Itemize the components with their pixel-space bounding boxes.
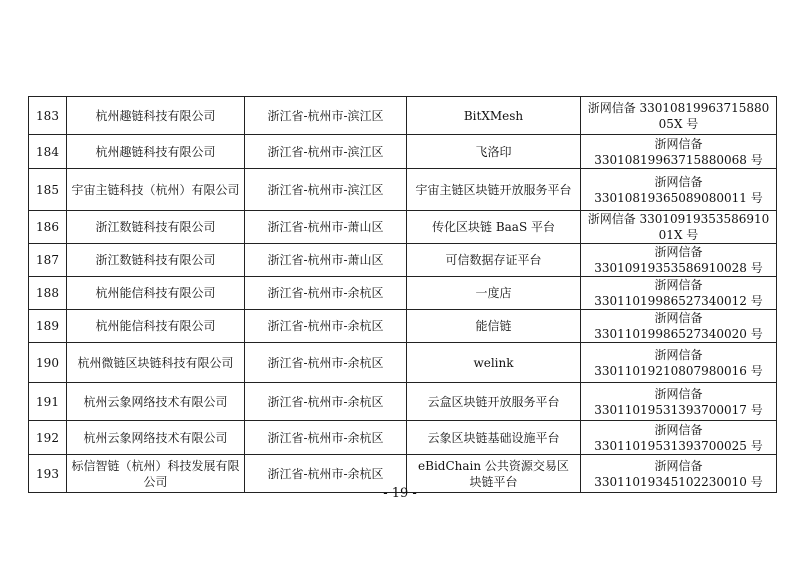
company-name: 杭州能信科技有限公司 bbox=[67, 277, 245, 310]
filing-number: 浙网信备 330108199637158800​68 号 bbox=[581, 135, 777, 169]
location: 浙江省-杭州市-余杭区 bbox=[245, 421, 407, 455]
location: 浙江省-杭州市-滨江区 bbox=[245, 97, 407, 135]
row-number: 186 bbox=[29, 211, 67, 244]
service-name: 云象区块链基础设施平台 bbox=[407, 421, 581, 455]
table-row bbox=[29, 211, 777, 244]
table-row bbox=[29, 135, 777, 169]
filing-number: 浙网信备 330110192108079800​16 号 bbox=[581, 343, 777, 383]
location: 浙江省-杭州市-余杭区 bbox=[245, 310, 407, 343]
filing-number: 浙网信备 330109193535869100​28 号 bbox=[581, 244, 777, 277]
table-row bbox=[29, 277, 777, 310]
location: 浙江省-杭州市-滨江区 bbox=[245, 169, 407, 211]
company-name: 杭州趣链科技有限公司 bbox=[67, 135, 245, 169]
service-name: 能信链 bbox=[407, 310, 581, 343]
table-row bbox=[29, 310, 777, 343]
filing-number: 浙网信备 330110195313937000​17 号 bbox=[581, 383, 777, 421]
location: 浙江省-杭州市-余杭区 bbox=[245, 343, 407, 383]
row-number: 184 bbox=[29, 135, 67, 169]
table-row bbox=[29, 97, 777, 135]
row-number: 193 bbox=[29, 455, 67, 493]
filing-number: 浙网信备 330110193451022300​10 号 bbox=[581, 455, 777, 493]
location: 浙江省-杭州市-余杭区 bbox=[245, 277, 407, 310]
row-number: 192 bbox=[29, 421, 67, 455]
service-name: 可信数据存证平台 bbox=[407, 244, 581, 277]
registry-table bbox=[28, 96, 777, 493]
company-name: 浙江数链科技有限公司 bbox=[67, 244, 245, 277]
row-number: 183 bbox=[29, 97, 67, 135]
location: 浙江省-杭州市-萧山区 bbox=[245, 244, 407, 277]
service-name: 一度店 bbox=[407, 277, 581, 310]
company-name: 标信智链（杭州）科技发展有限公司 bbox=[67, 455, 245, 493]
filing-number: 浙网信备 330110195313937000​25 号 bbox=[581, 421, 777, 455]
company-name: 宇宙主链科技（杭州）有限公司 bbox=[67, 169, 245, 211]
filing-number: 浙网信备 330108193650890800​11 号 bbox=[581, 169, 777, 211]
table-row bbox=[29, 343, 777, 383]
company-name: 浙江数链科技有限公司 bbox=[67, 211, 245, 244]
service-name: 传化区块链 BaaS 平台 bbox=[407, 211, 581, 244]
service-name: welink bbox=[407, 343, 581, 383]
location: 浙江省-杭州市-余杭区 bbox=[245, 455, 407, 493]
company-name: 杭州微链区块链科技有限公司 bbox=[67, 343, 245, 383]
row-number: 191 bbox=[29, 383, 67, 421]
service-name: 云盒区块链开放服务平台 bbox=[407, 383, 581, 421]
service-name: BitXMesh bbox=[407, 97, 581, 135]
page-number: - 19 - bbox=[383, 486, 417, 501]
service-name: eBidChain 公共资源交易区块链平台 bbox=[407, 455, 581, 493]
table-row bbox=[29, 244, 777, 277]
table-row bbox=[29, 169, 777, 211]
company-name: 杭州能信科技有限公司 bbox=[67, 310, 245, 343]
company-name: 杭州云象网络技术有限公司 bbox=[67, 383, 245, 421]
table-row bbox=[29, 421, 777, 455]
row-number: 190 bbox=[29, 343, 67, 383]
company-name: 杭州云象网络技术有限公司 bbox=[67, 421, 245, 455]
row-number: 188 bbox=[29, 277, 67, 310]
row-number: 187 bbox=[29, 244, 67, 277]
row-number: 185 bbox=[29, 169, 67, 211]
filing-number: 浙网信备 330110199865273400​20 号 bbox=[581, 310, 777, 343]
service-name: 宇宙主链区块链开放服务平台 bbox=[407, 169, 581, 211]
filing-number: 浙网信备 33010919353586910​01X 号 bbox=[581, 211, 777, 244]
service-name: 飞洛印 bbox=[407, 135, 581, 169]
company-name: 杭州趣链科技有限公司 bbox=[67, 97, 245, 135]
table-row bbox=[29, 383, 777, 421]
row-number: 189 bbox=[29, 310, 67, 343]
location: 浙江省-杭州市-萧山区 bbox=[245, 211, 407, 244]
filing-number: 浙网信备 330110199865273400​12 号 bbox=[581, 277, 777, 310]
filing-number: 浙网信备 33010819963715880​05X 号 bbox=[581, 97, 777, 135]
location: 浙江省-杭州市-余杭区 bbox=[245, 383, 407, 421]
location: 浙江省-杭州市-滨江区 bbox=[245, 135, 407, 169]
